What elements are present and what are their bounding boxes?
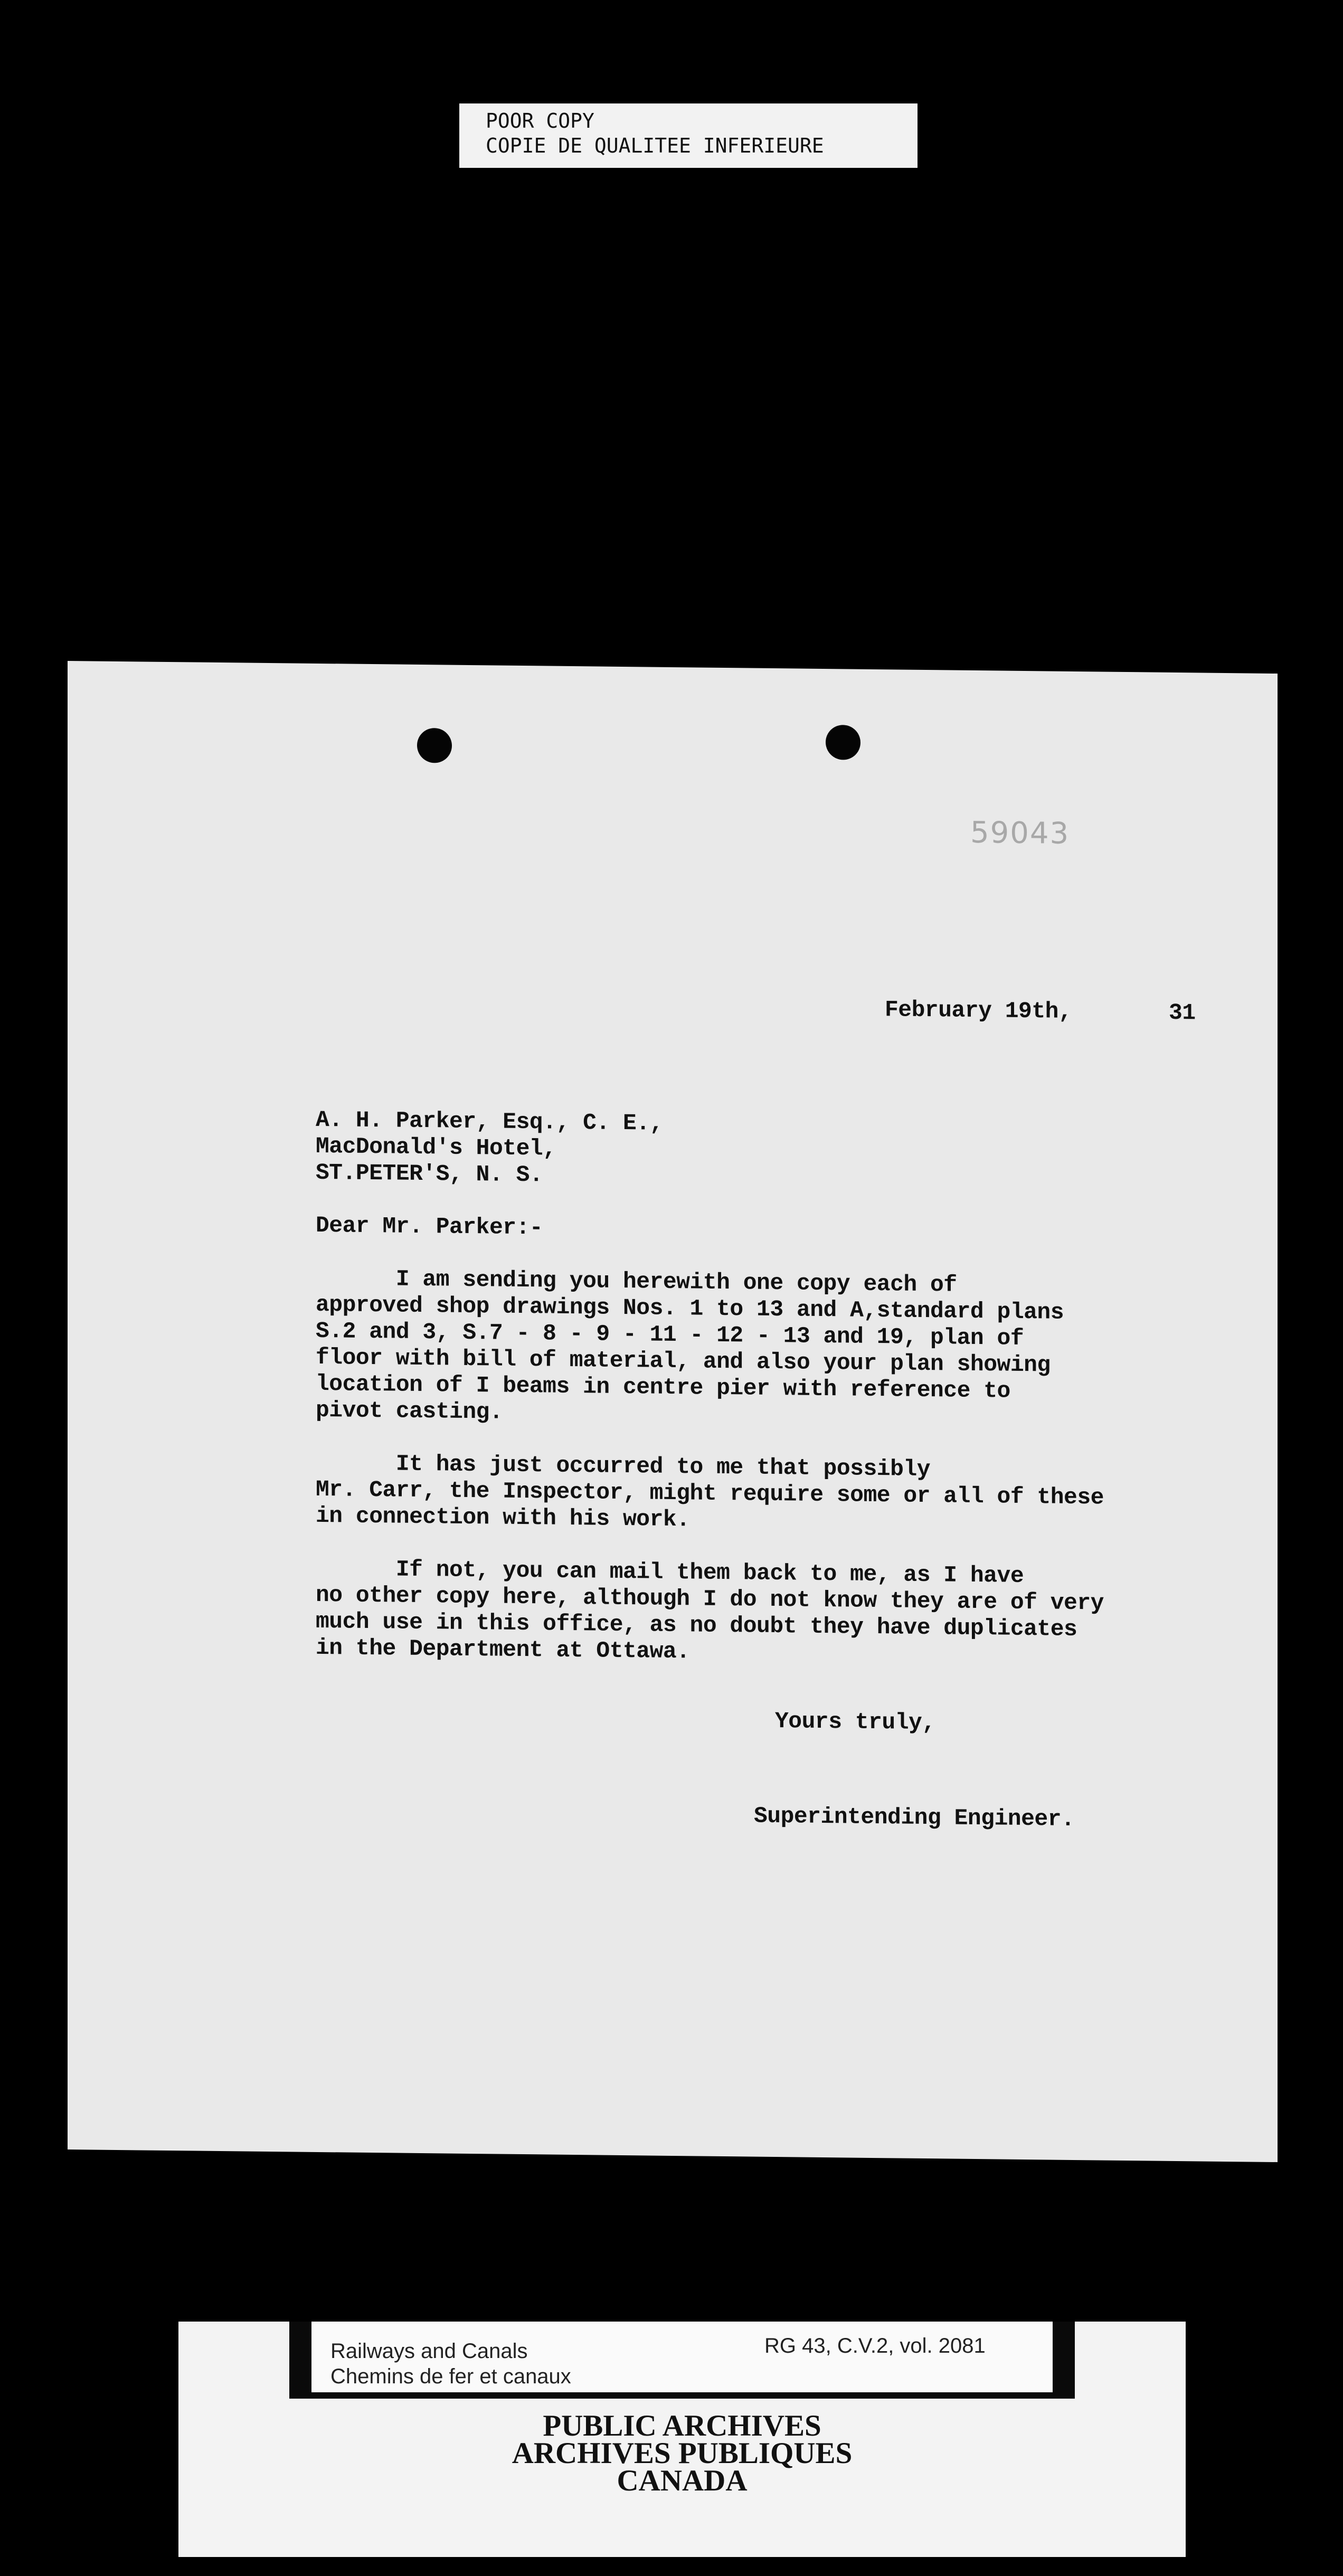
paragraph-3-line: much use in this office, as no doubt they have duplicates (316, 1608, 1077, 1643)
public-archives-title (178, 2409, 1186, 2497)
letter-page (68, 661, 1278, 2162)
punch-hole-left (417, 728, 452, 763)
document-number-stamp: 59043 (970, 815, 1070, 851)
paragraph-1-line: approved shop drawings Nos. 1 to 13 and A,standard plans (316, 1291, 1064, 1325)
paragraph-3-line: in the Department at Ottawa. (316, 1634, 690, 1665)
letter-year: 31 (1169, 999, 1196, 1026)
paragraph-2-line: It has just occurred to me that possibly (316, 1450, 930, 1483)
archives-line-3: CANADA (617, 2464, 748, 2497)
letter-date: February 19th, (885, 997, 1072, 1025)
paragraph-3-line: If not, you can mail them back to me, as I have (316, 1555, 1024, 1589)
address-line-3: ST.PETER'S, N. S. (316, 1159, 543, 1188)
record-group-reference: RG 43, C.V.2, vol. 2081 (764, 2334, 986, 2357)
paragraph-2-line: in connection with his work. (316, 1502, 690, 1533)
paragraph-1-line: pivot casting. (316, 1397, 503, 1425)
poor-copy-line-2: COPIE DE QUALITEE INFERIEURE (486, 134, 824, 157)
salutation: Dear Mr. Parker:- (316, 1212, 543, 1241)
paragraph-1-line: location of I beams in centre pier with reference to (316, 1370, 1010, 1404)
signature-title: Superintending Engineer. (754, 1803, 1075, 1832)
closing: Yours truly, (775, 1708, 935, 1736)
paragraph-3-line: no other copy here, although I do not know they are of very (316, 1581, 1104, 1616)
address-line-1: A. H. Parker, Esq., C. E., (316, 1106, 663, 1137)
collection-name-fr: Chemins de fer et canaux (330, 2365, 571, 2388)
archives-line-1: PUBLIC ARCHIVES (543, 2409, 821, 2442)
punch-hole-right (826, 725, 860, 760)
collection-name-en: Railways and Canals (330, 2340, 528, 2363)
address-line-2: MacDonald's Hotel, (316, 1133, 556, 1162)
poor-copy-banner (459, 103, 918, 168)
paragraph-2-line: Mr. Carr, the Inspector, might require some or all of these (316, 1476, 1104, 1511)
paragraph-1-line: floor with bill of material, and also your plan showing (316, 1344, 1051, 1378)
paragraph-1-line: I am sending you herewith one copy each of (316, 1265, 957, 1298)
paragraph-1-line: S.2 and 3, S.7 - 8 - 9 - 11 - 12 - 13 and 19, plan of (316, 1318, 1024, 1351)
archives-line-2: ARCHIVES PUBLIQUES (512, 2437, 853, 2470)
poor-copy-line-1: POOR COPY (486, 109, 594, 132)
